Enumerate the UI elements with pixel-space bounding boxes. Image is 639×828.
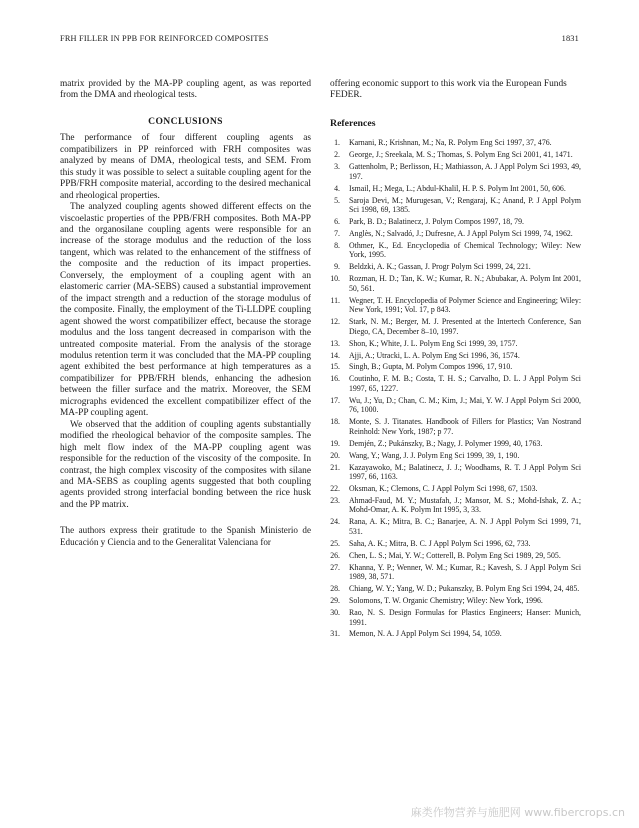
reference-item — [330, 563, 581, 582]
reference-text: Coutinho, F. M. B.; Costa, T. H. S.; Carvalho, D. L. J Appl Polym Sci 1997, 65, 1227. — [349, 374, 581, 393]
reference-item — [330, 229, 581, 239]
reference-item — [330, 274, 581, 293]
reference-text: Chen, L. S.; Mai, Y. W.; Cotterell, B. Polym Eng Sci 1989, 29, 505. — [349, 550, 561, 560]
reference-item — [330, 584, 581, 594]
reference-text: George, J.; Sreekala, M. S.; Thomas, S. Polym Eng Sci 2001, 41, 1471. — [349, 150, 573, 160]
reference-number: 20. — [330, 450, 340, 460]
reference-item — [330, 608, 581, 627]
reference-text: Park, B. D.; Balatinecz, J. Polym Compos 1997, 18, 79. — [349, 217, 524, 226]
reference-number: 19. — [330, 438, 340, 448]
reference-item — [330, 196, 581, 215]
reference-text: Gattenholm, P.; Berlisson, H.; Mathiasson, A. J Appl Polym Sci 1993, 49, 197. — [349, 162, 581, 181]
reference-text: Shon, K.; White, J. L. Polym Eng Sci 1999, 39, 1757. — [349, 338, 518, 348]
reference-number: 16. — [330, 374, 340, 384]
reference-number: 22. — [330, 484, 340, 493]
reference-number: 14. — [330, 350, 340, 360]
reference-number: 15. — [330, 362, 340, 372]
reference-number: 27. — [330, 562, 340, 572]
running-title: FRH FILLER IN PPB FOR REINFORCED COMPOSITES — [60, 34, 269, 43]
reference-item — [330, 374, 581, 393]
reference-number: 1. — [334, 138, 340, 148]
reference-text: Ajji, A.; Utracki, L. A. Polym Eng Sci 1996, 36, 1574. — [349, 350, 520, 360]
reference-text: Beldzki, A. K.; Gassan, J. Progr Polym Sci 1999, 24, 221. — [349, 262, 531, 272]
reference-text: Demjén, Z.; Pukánszky, B.; Nagy, J. Polymer 1999, 40, 1763. — [349, 438, 543, 448]
reference-number: 18. — [330, 417, 340, 427]
reference-number: 28. — [330, 584, 340, 594]
reference-text: Oksman, K.; Clemons, C. J Appl Polym Sci 1998, 67, 1503. — [349, 484, 538, 493]
reference-text: Wang, Y.; Wang, J. J. Polym Eng Sci 1999, 39, 1, 190. — [349, 450, 520, 460]
reference-item — [330, 296, 581, 315]
left-column — [60, 79, 311, 548]
conclusions-heading: CONCLUSIONS — [148, 115, 223, 127]
conclusions-paragraph-1: The performance of four different coupling agents as compatibilizers in PP reinforced with FRH composites was analyzed by means of DMA, rheological tests, and SEM. From this study it was possible to select a suitable coupling agent for the PPB/FRH composite material, according to the desired mechanical and rheological properties. — [60, 133, 311, 201]
reference-text: Rozman, H. D.; Tan, K. W.; Kumar, R. N.; Abubakar, A. Polym Int 2001, 50, 561. — [349, 274, 581, 293]
reference-item — [330, 138, 581, 148]
reference-text: Saha, A. K.; Mitra, B. C. J Appl Polym Sci 1996, 62, 733. — [349, 538, 531, 548]
reference-item — [330, 439, 581, 449]
acknowledgment: The authors express their gratitude to the Spanish Ministerio de Educación y Ciencia and to the Generalitat Valenciana for — [60, 525, 311, 547]
reference-item — [330, 351, 581, 361]
reference-text: Ismail, H.; Mega, L.; Abdul-Khalil, H. P. S. Polym Int 2001, 50, 606. — [349, 183, 566, 193]
reference-number: 8. — [334, 240, 340, 250]
reference-text: Anglès, N.; Salvadó, J.; Dufresne, A. J Appl Polym Sci 1999, 74, 1962. — [349, 228, 573, 238]
reference-text: Khanna, Y. P.; Wenner, W. M.; Kumar, R.; Kavesh, S. J Appl Polym Sci 1989, 38, 571. — [349, 562, 581, 582]
reference-text: Othmer, K., Ed. Encyclopedia of Chemical Technology; Wiley: New York, 1995. — [349, 240, 581, 260]
reference-text: Kazayawoko, M.; Balatinecz, J. J.; Woodhams, R. T. J Appl Polym Sci 1997, 66, 1163. — [349, 462, 581, 482]
reference-text: Rana, A. K.; Mitra, B. C.; Banarjee, A. N. J Appl Polym Sci 1999, 71, 531. — [349, 517, 581, 536]
page-number: 1831 — [561, 34, 579, 43]
reference-item — [330, 496, 581, 515]
reference-item — [330, 451, 581, 461]
reference-number: 5. — [334, 195, 340, 205]
reference-item — [330, 217, 581, 227]
reference-item — [330, 463, 581, 482]
conclusions-paragraph-2: The analyzed coupling agents showed different effects on the viscoelastic properties of the PPB/FRH composites. Both MA-PP and the organosilane coupling agents were responsible for an increase of the storage modulus and the reduction of the loss tangent, which was related to the enhancement of the stiffness of the composite and the reduction of its impact properties. Conversely, the employment of a coupling agent with an elastomeric carrier (MA-SEBS) caused a substantial improvement of the impact strength and a reduction of the storage modulus of the composite. Finally, the employment of the Ti-LLDPE coupling agent showed the worst compatibilizer effect, because the storage modulus and the loss tangent decreased in comparison with the untreated composite material. From the analysis of the storage modulus retention term it was concluded that the MA-PP coupling agent exhibited the best performance at high temperatures as a compatibilizer for PPB/FRH blends, enhancing the adhesion between the filler surface and the matrix. Moreover, the SEM micrographs evidenced the excellent compatibilizer effect of the MA-PP coupling agent. — [60, 202, 311, 419]
reference-item — [330, 551, 581, 561]
references-list — [330, 138, 581, 639]
reference-number: 12. — [330, 317, 340, 327]
reference-number: 21. — [330, 462, 340, 472]
reference-number: 10. — [330, 274, 340, 284]
reference-number: 3. — [334, 162, 340, 172]
reference-text: Solomons, T. W. Organic Chemistry; Wiley: New York, 1996. — [349, 596, 543, 606]
reference-number: 13. — [330, 338, 340, 348]
reference-number: 6. — [334, 217, 340, 226]
reference-number: 24. — [330, 517, 340, 527]
reference-text: Wegner, T. H. Encyclopedia of Polymer Science and Engineering; Wiley: New York, 1991; Vol. 17, p 843. — [349, 295, 581, 315]
reference-number: 31. — [330, 629, 340, 639]
conclusions-paragraph-3: We observed that the addition of coupling agents substantially modified the rheological behavior of the composite samples. The high melt flow index of the MA-PP coupling agent was responsible for the reduction of the viscosity of the composite. In contrast, the high complex viscosity of the composites with silane and MA-SEBS as coupling agents suggested that both coupling agents provided strong interfacial bonding between the rice husk and the PP matrix. — [60, 419, 311, 510]
reference-item — [330, 317, 581, 336]
reference-number: 29. — [330, 596, 340, 606]
reference-item — [330, 362, 581, 372]
reference-text: Monte, S. J. Titanates. Handbook of Fillers for Plastics; Van Nostrand Reinhold: New York, 1987; p 77. — [349, 417, 581, 436]
reference-number: 26. — [330, 550, 340, 560]
intro-paragraph: matrix provided by the MA-PP coupling agent, as was reported from the DMA and rheological tests. — [60, 79, 311, 101]
right-column — [330, 79, 581, 641]
reference-item — [330, 162, 581, 181]
reference-text: Ahmad-Faud, M. Y.; Mustafah, J.; Mansor, M. S.; Mohd-Ishak, Z. A.; Mohd-Omar, A. K. Polym Int 1995, 3, 33. — [349, 495, 581, 515]
reference-text: Rao, N. S. Design Formulas for Plastics Engineers; Hanser: Munich, 1991. — [349, 607, 581, 627]
reference-item — [330, 396, 581, 415]
reference-item — [330, 484, 581, 494]
reference-item — [330, 517, 581, 536]
reference-item — [330, 262, 581, 272]
reference-number: 4. — [334, 183, 340, 193]
reference-text: Singh, B.; Gupta, M. Polym Compos 1996, 17, 910. — [349, 362, 513, 372]
reference-text: Karnani, R.; Krishnan, M.; Na, R. Polym Eng Sci 1997, 37, 476. — [349, 138, 552, 148]
reference-number: 9. — [334, 262, 340, 272]
reference-item — [330, 629, 581, 639]
reference-number: 25. — [330, 538, 340, 548]
reference-number: 17. — [330, 395, 340, 405]
reference-item — [330, 339, 581, 349]
reference-item — [330, 150, 581, 160]
reference-text: Stark, N. M.; Berger, M. J. Presented at the Intertech Conference, San Diego, CA, December 8–10, 1997. — [349, 317, 581, 336]
reference-text: Memon, N. A. J Appl Polym Sci 1994, 54, 1059. — [349, 629, 502, 639]
reference-item — [330, 417, 581, 436]
acknowledgment-continued: offering economic support to this work via the European Funds FEDER. — [330, 79, 567, 101]
reference-item — [330, 596, 581, 606]
reference-item — [330, 539, 581, 549]
watermark: 麻类作物营养与施肥网 www.fibercrops.cn — [410, 806, 625, 819]
reference-text: Wu, J.; Yu, D.; Chan, C. M.; Kim, J.; Mai, Y. W. J Appl Polym Sci 2000, 76, 1000. — [349, 395, 581, 415]
reference-number: 2. — [334, 150, 340, 160]
reference-number: 7. — [334, 228, 340, 238]
reference-text: Saroja Devi, M.; Murugesan, V.; Rengaraj, K.; Anand, P. J Appl Polym Sci 1998, 69, 1385. — [349, 195, 581, 215]
reference-number: 30. — [330, 607, 340, 617]
reference-item — [330, 184, 581, 194]
references-heading: References — [330, 117, 376, 129]
reference-number: 11. — [330, 295, 340, 305]
reference-text: Chiang, W. Y.; Yang, W. D.; Pukanszky, B. Polym Eng Sci 1994, 24, 485. — [349, 584, 580, 594]
reference-item — [330, 241, 581, 260]
reference-number: 23. — [330, 495, 340, 505]
